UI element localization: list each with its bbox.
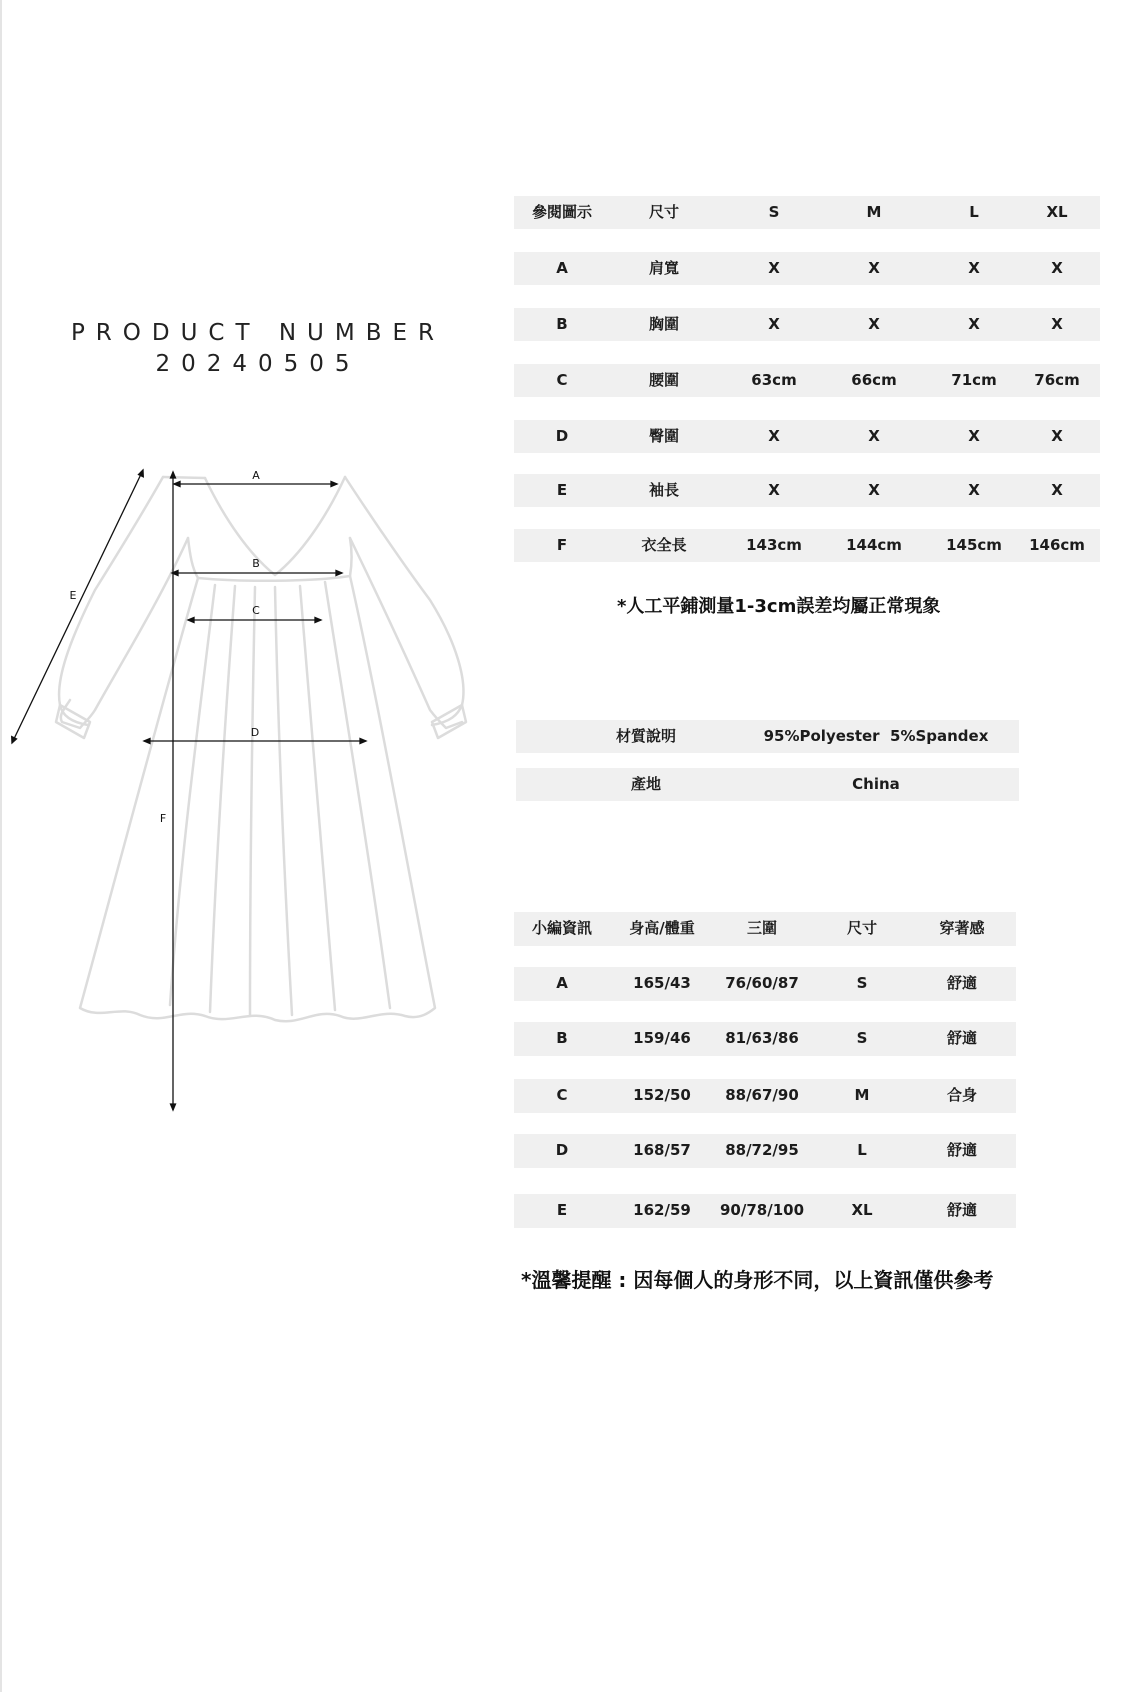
size-cell: X	[968, 259, 980, 277]
size-cell: X	[1051, 315, 1063, 333]
size-cell: 胸圍	[648, 315, 679, 333]
model-cell: D	[555, 1141, 569, 1159]
size-cell: 臀圍	[648, 427, 679, 445]
size-cell: C	[556, 371, 568, 389]
model-cell: S	[856, 1029, 868, 1047]
size-cell: X	[768, 427, 780, 445]
material-value: 95%Polyester 5%Spandex	[763, 727, 989, 745]
dress-sleeve-left	[61, 538, 188, 728]
size-cell: 63cm	[751, 371, 797, 389]
table-row	[514, 529, 1100, 562]
size-header-m: M	[866, 203, 882, 221]
diagram-label-b: B	[252, 557, 260, 570]
table-row	[514, 1134, 1016, 1168]
table-row	[514, 1079, 1016, 1113]
model-cell: 88/67/90	[725, 1086, 799, 1104]
table-row	[516, 720, 1019, 753]
model-cell: 159/46	[633, 1029, 691, 1047]
size-cell: 146cm	[1029, 536, 1085, 554]
size-cell: 76cm	[1034, 371, 1080, 389]
model-cell: 90/78/100	[719, 1201, 805, 1219]
model-header-info: 小編資訊	[531, 919, 592, 937]
origin-value: China	[852, 775, 900, 793]
model-cell: B	[556, 1029, 568, 1047]
diagram-label-f: F	[159, 812, 167, 825]
origin-label: 產地	[630, 775, 661, 793]
model-cell: 88/72/95	[725, 1141, 799, 1159]
size-cell: X	[968, 427, 980, 445]
diagram-label-d: D	[250, 726, 260, 739]
model-cell: S	[856, 974, 868, 992]
product-number-block	[40, 318, 465, 380]
measure-line-e	[12, 470, 143, 743]
diagram-label-a: A	[252, 469, 260, 482]
model-cell: 81/63/86	[725, 1029, 799, 1047]
model-cell: M	[854, 1086, 870, 1104]
size-cell: X	[768, 481, 780, 499]
size-cell: X	[1051, 481, 1063, 499]
size-cell: X	[768, 315, 780, 333]
model-header-height-weight: 身高/體重	[629, 919, 695, 937]
model-table-header	[514, 912, 1016, 946]
dress-neckline	[205, 477, 345, 575]
size-cell: E	[556, 481, 568, 499]
size-cell: X	[968, 481, 980, 499]
model-cell: C	[556, 1086, 568, 1104]
dress-bust-seam	[188, 538, 352, 581]
model-cell: XL	[851, 1201, 873, 1219]
material-label: 材質說明	[615, 727, 676, 745]
size-cell: 袖長	[648, 481, 679, 499]
size-cell: A	[556, 259, 568, 277]
size-header-xl: XL	[1046, 203, 1068, 221]
size-cell: 66cm	[851, 371, 897, 389]
model-cell: A	[556, 974, 568, 992]
size-cell: 145cm	[946, 536, 1002, 554]
table-row	[514, 252, 1100, 285]
size-cell: 71cm	[951, 371, 997, 389]
size-cell: X	[868, 259, 880, 277]
dress-diagram	[0, 460, 520, 1120]
table-row	[514, 364, 1100, 397]
size-cell: D	[555, 427, 569, 445]
size-cell: B	[556, 315, 568, 333]
size-cell: 腰圍	[648, 371, 679, 389]
model-note: *溫馨提醒 : 因每個人的身形不同，以上資訊僅供參考	[521, 1268, 994, 1292]
model-cell: 舒適	[946, 974, 977, 992]
size-note: *人工平鋪測量1-3cm誤差均屬正常現象	[617, 596, 941, 617]
size-cell: X	[868, 481, 880, 499]
table-row	[516, 768, 1019, 801]
model-cell: L	[857, 1141, 867, 1159]
size-header-size: 尺寸	[648, 203, 679, 221]
table-row	[514, 474, 1100, 507]
size-cell: 肩寬	[648, 259, 679, 277]
model-cell: 152/50	[633, 1086, 691, 1104]
model-cell: 舒適	[946, 1201, 977, 1219]
size-header-s: S	[768, 203, 780, 221]
model-header-measurements: 三圍	[746, 919, 777, 937]
table-row	[514, 1022, 1016, 1056]
size-cell: 衣全長	[641, 536, 687, 554]
table-row	[514, 967, 1016, 1001]
size-cell: F	[556, 536, 568, 554]
size-header-ref: 參閱圖示	[531, 203, 592, 221]
diagram-label-e: E	[69, 589, 77, 602]
model-cell: 舒適	[946, 1141, 977, 1159]
model-header-fit: 穿著感	[939, 919, 985, 937]
table-row	[514, 1194, 1016, 1228]
size-cell: 144cm	[846, 536, 902, 554]
model-cell: E	[556, 1201, 568, 1219]
table-row	[514, 308, 1100, 341]
size-cell: 143cm	[746, 536, 802, 554]
size-header-l: L	[969, 203, 979, 221]
diagram-label-c: C	[252, 604, 260, 617]
model-cell: 76/60/87	[725, 974, 799, 992]
model-cell: 162/59	[633, 1201, 691, 1219]
model-cell: 合身	[946, 1086, 977, 1104]
model-header-size: 尺寸	[846, 919, 877, 937]
product-number-value: 20240505	[155, 351, 361, 377]
dress-shoulder-left	[163, 477, 205, 478]
size-cell: X	[868, 427, 880, 445]
size-cell: X	[768, 259, 780, 277]
dress-bodice-right	[345, 477, 463, 725]
size-cell: X	[968, 315, 980, 333]
product-number-label: PRODUCT NUMBER	[70, 320, 446, 346]
size-cell: X	[868, 315, 880, 333]
size-cell: X	[1051, 427, 1063, 445]
model-cell: 165/43	[633, 974, 691, 992]
model-cell: 168/57	[633, 1141, 691, 1159]
model-cell: 舒適	[946, 1029, 977, 1047]
size-cell: X	[1051, 259, 1063, 277]
size-table-header	[514, 196, 1100, 229]
table-row	[514, 420, 1100, 453]
